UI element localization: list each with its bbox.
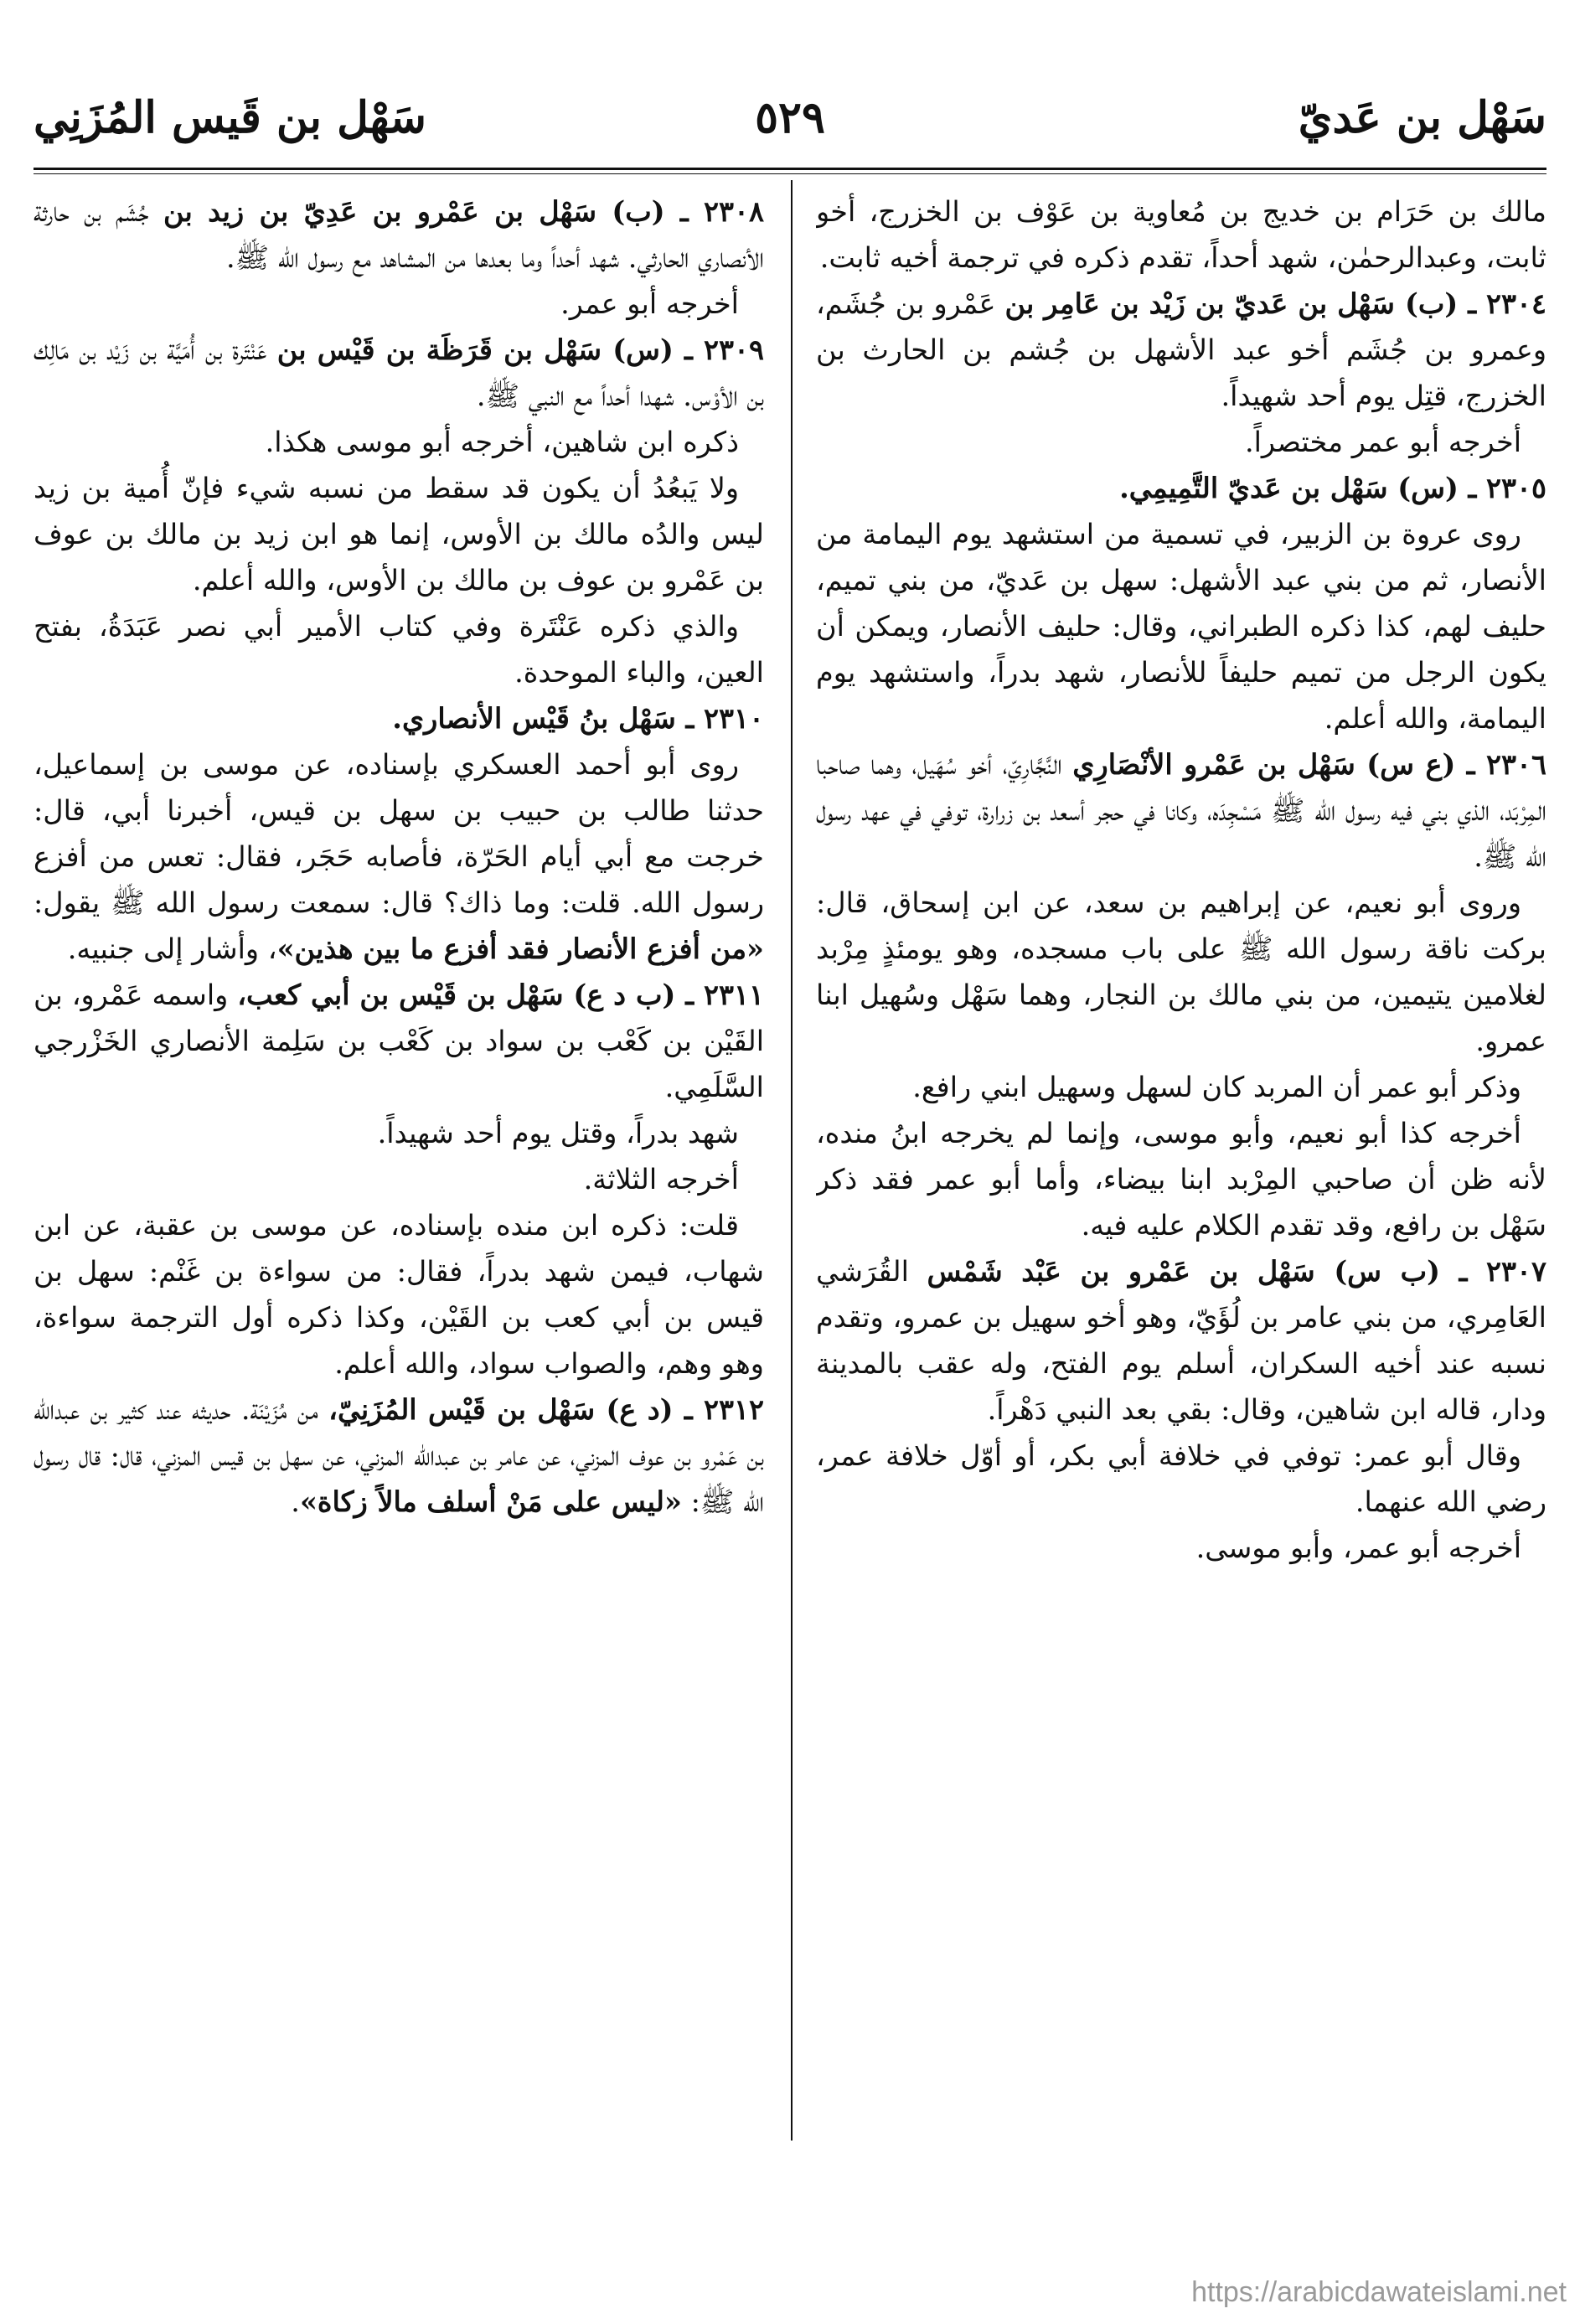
entry-heading: ٢٣٠٦ ـ (ع س) سَهْل بن عَمْرو الأنْصَارِي xyxy=(1072,748,1546,781)
document-page xyxy=(34,0,1546,2324)
text-paragraph xyxy=(816,1433,1546,1525)
paragraph-text: ذكره ابن شاهين، أخرجه أبو موسى هكذا. xyxy=(265,426,739,458)
entry-paragraph xyxy=(816,281,1546,419)
running-title-left: سَهْل بن قَيس المُزَنِي xyxy=(34,92,426,143)
text-paragraph xyxy=(34,419,764,465)
paragraph-text: مالك بن حَرَام بن خديج بن مُعاوية بن عَوْف بن الخزرج، أخو ثابت، وعبدالرحمٰن، شهد أحداً، تقدم ذكره في ترجمة أخيه ثابت. xyxy=(816,195,1546,274)
text-paragraph xyxy=(34,603,764,695)
header-rule xyxy=(34,168,1546,174)
right-column xyxy=(816,189,1546,2199)
text-paragraph xyxy=(34,1202,764,1387)
entry-heading: ٢٣٠٩ ـ (س) سَهْل بن قَرَظَة بن قَيْس بن xyxy=(276,333,764,366)
paragraph-text: وقال أبو عمر: توفي في خلافة أبي بكر، أو أوّل خلافة عمر، رضي الله عنهما. xyxy=(816,1439,1546,1518)
paragraph-text: النَّجَّارِيّ، أخو سُهَيل، وهما صاحبا المِرْبَد، الذي بني فيه رسول الله ﷺ مَسْجِدَه، وكانا في حجر أسعد بن زرارة، توفي في عهد رسول الله ﷺ. xyxy=(816,748,1546,873)
entry-paragraph xyxy=(34,189,764,281)
watermark-url: https://arabicdawateislami.net xyxy=(1191,2276,1567,2308)
paragraph-text: قلت: ذكره ابن منده بإسناده، عن موسى بن عقبة، عن ابن شهاب، فيمن شهد بدراً، فقال: من سواءة بن غَنْم: سهل بن قيس بن أبي كعب بن القَيْن، وكذا ذكره أول الترجمة سواءة، وهو وهم، والصواب سواد، والله أعلم. xyxy=(34,1209,764,1380)
paragraph-text: ولا يَبعُدُ أن يكون قد سقط من نسبه شيء فإنّ أُمية بن زيد ليس والدُه مالك بن الأوس، إنما هو ابن زيد بن مالك بن عوف بن عَمْرو بن عوف بن مالك بن الأوس، والله أعلم. xyxy=(34,472,764,596)
paragraph-text: أخرجه أبو عمر، وأبو موسى. xyxy=(1195,1531,1521,1564)
page-header xyxy=(34,92,1546,168)
paragraph-text: وذكر أبو عمر أن المربد كان لسهل وسهيل ابني رافع. xyxy=(912,1071,1521,1103)
entry-heading: ٢٣٠٥ ـ (س) سَهْل بن عَديّ التَّمِيمِي. xyxy=(1119,472,1546,504)
page-number: ٥٢٩ xyxy=(755,92,825,143)
text-paragraph xyxy=(816,1525,1546,1571)
text-paragraph xyxy=(816,1110,1546,1248)
paragraph-text: أخرجه كذا أبو نعيم، وأبو موسى، وإنما لم يخرجه ابنُ منده، لأنه ظن أن صاحبي المِرْبد ابنا بيضاء، وأما أبو عمر فقد ذكر سَهْل بن رافع، وقد تقدم الكلام عليه فيه. xyxy=(816,1117,1546,1242)
hadith-quote: «ليس على مَنْ أسلف مالاً زكاة» xyxy=(299,1485,682,1518)
entry-heading: ٢٣١٢ ـ (د ع) سَهْل بن قَيْس المُزَنِيّ، xyxy=(328,1393,764,1426)
text-paragraph xyxy=(34,1110,764,1156)
paragraph-text: أخرجه الثلاثة. xyxy=(583,1163,739,1196)
paragraph-text: عَمْرو بن جُشَم، وعمرو بن جُشَم أخو عبد الأشهل بن جُشم بن الحارث بن الخزرج، قتِل يوم أحد شهيداً. xyxy=(816,287,1546,412)
text-paragraph xyxy=(816,880,1546,1064)
text-paragraph xyxy=(34,1156,764,1202)
paragraph-text: شهد بدراً، وقتل يوم أحد شهيداً. xyxy=(377,1117,739,1149)
paragraph-text: واسمه عَمْرو، بن القَيْن بن كَعْب بن سواد بن كَعْب بن سَلِمة الأنصاري الخَزْرجي السَّلَمِي. xyxy=(34,979,764,1103)
paragraph-text: من مُزَيْنَة. حديثه عند كثير بن عبدالله بن عَمْرو بن عوف المزني، عن عامر بن عبدالله المزني، عن سهل بن قيس المزني، قال: قال رسول الله ﷺ: xyxy=(34,1393,764,1518)
text-paragraph xyxy=(816,189,1546,281)
paragraph-text: والذي ذكره عَنْتَرة وفي كتاب الأمير أبي نصر عَبَدَةُ، بفتح العين، والباء الموحدة. xyxy=(34,610,764,689)
text-paragraph xyxy=(816,511,1546,741)
column-divider xyxy=(791,180,793,2141)
entry-heading: ٢٣٠٧ ـ (ب س) سَهْل بن عَمْرو بن عَبْد شَمْس xyxy=(927,1255,1546,1288)
hadith-quote: «من أفزع الأنصار فقد أفزع ما بين هذين» xyxy=(276,932,764,965)
entry-paragraph xyxy=(34,972,764,1110)
entry-paragraph xyxy=(816,465,1546,511)
text-paragraph xyxy=(816,419,1546,465)
paragraph-tail: ، وأشار إلى جنبيه. xyxy=(67,932,277,965)
text-paragraph xyxy=(34,741,764,972)
entry-paragraph xyxy=(816,741,1546,880)
paragraph-text: جُشَم بن حارثة الأنصاري الحارثي. شهد أحداً وما بعدها من المشاهد مع رسول الله ﷺ. xyxy=(34,195,764,274)
paragraph-text: وروى أبو نعيم، عن إبراهيم بن سعد، عن ابن إسحاق، قال: بركت ناقة رسول الله ﷺ على باب مسجده، وهو يومئذٍ مِرْبد لغلامين يتيمين، من بني مالك بن النجار، وهما سَهْل وسُهيل ابنا عمرو. xyxy=(816,886,1546,1057)
paragraph-tail: . xyxy=(291,1485,300,1518)
entry-paragraph xyxy=(34,327,764,419)
paragraph-text: أخرجه أبو عمر. xyxy=(560,287,739,320)
text-paragraph xyxy=(816,1064,1546,1110)
entry-paragraph xyxy=(34,695,764,741)
entry-paragraph xyxy=(816,1248,1546,1433)
text-paragraph xyxy=(34,465,764,603)
paragraph-text: أخرجه أبو عمر مختصراً. xyxy=(1244,426,1521,458)
entry-heading: ٢٣١١ ـ (ب د ع) سَهْل بن قَيْس بن أبي كعب، xyxy=(237,979,764,1011)
entry-heading: ٢٣٠٨ ـ (ب) سَهْل بن عَمْرو بن عَدِيّ بن زيد بن xyxy=(163,195,764,228)
paragraph-text: القُرَشي العَامِري، من بني عامر بن لُؤَيّ، وهو أخو سهيل بن عمرو، وتقدم نسبه عند أخيه السكران، أسلم يوم الفتح، وله عقب بالمدينة ودار، قاله ابن شاهين، وقال: بقي بعد النبي دَهْراً. xyxy=(816,1255,1546,1426)
entry-heading: ٢٣١٠ ـ سَهْل بنُ قَيْس الأنصاري. xyxy=(392,702,764,735)
running-title-right: سَهْل بن عَديّ xyxy=(1298,92,1546,143)
entry-heading: ٢٣٠٤ ـ (ب) سَهْل بن عَديّ بن زَيْد بن عَامِر بن xyxy=(1004,287,1546,320)
entry-paragraph xyxy=(34,1387,764,1525)
paragraph-text: عَنْتَرة بن أُمَيَّة بن زَيْد بن مَالِك بن الأوْس. شهدا أحداً مع النبي ﷺ. xyxy=(34,333,764,412)
text-paragraph xyxy=(34,281,764,327)
left-column xyxy=(34,189,764,2199)
paragraph-text: روى أبو أحمد العسكري بإسناده، عن موسى بن إسماعيل، حدثنا طالب بن حبيب بن سهل بن قيس، أخبرنا أبي، قال: خرجت مع أبي أيام الحَرّة، فأصابه حَجَر، فقال: تعس من أفزع رسول الله. قلت: وما ذاك؟ قال: سمعت رسول الله ﷺ يقول: xyxy=(34,748,764,919)
paragraph-text: روى عروة بن الزبير، في تسمية من استشهد يوم اليمامة من الأنصار، ثم من بني عبد الأشهل: سهل بن عَديّ، من بني تميم، حليف لهم، كذا ذكره الطبراني، وقال: حليف الأنصار، ويمكن أن يكون الرجل من تميم حليفاً للأنصار، شهد بدراً، واستشهد يوم اليمامة، والله أعلم. xyxy=(816,518,1546,735)
